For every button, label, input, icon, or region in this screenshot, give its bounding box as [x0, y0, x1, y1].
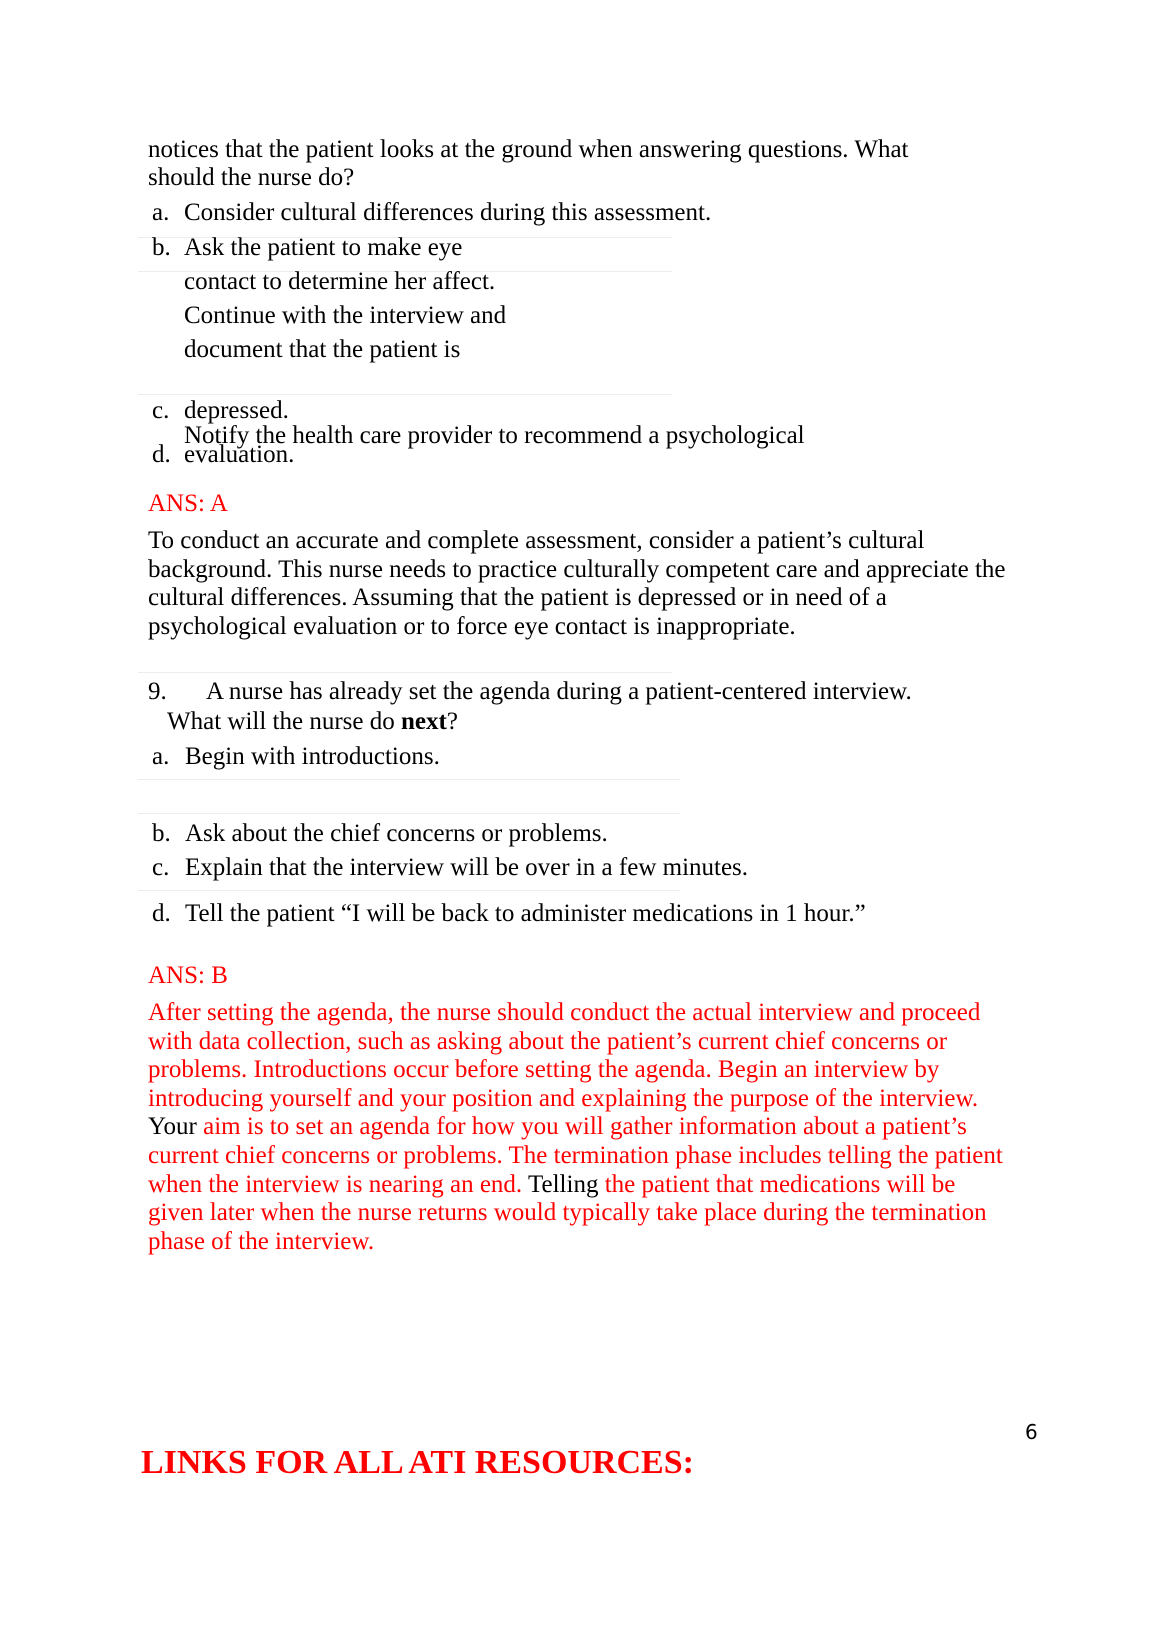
q9-number: 9. — [148, 678, 167, 705]
q9-stem-line2-text: What will the nurse do — [167, 708, 401, 735]
table-rule — [138, 813, 680, 814]
q8-option-a-letter: a. — [152, 199, 170, 226]
q8-answer: ANS: A — [148, 490, 228, 517]
table-rule — [138, 394, 672, 395]
q9-option-b-letter: b. — [152, 820, 171, 847]
q8-option-a-text: Consider cultural differences during this assessment. — [184, 199, 712, 226]
q9-option-a-text: Begin with introductions. — [185, 743, 440, 770]
q8-option-b-line3: Continue with the interview and — [184, 302, 507, 329]
q8-stem-line1: notices that the patient looks at the ground when answering questions. What — [148, 136, 909, 163]
q9-stem-line2 — [167, 708, 458, 736]
q9-rationale-word-telling: Telling — [527, 1170, 599, 1198]
q9-rationale — [148, 999, 1008, 1256]
q9-rationale-part3: aim is to set an agenda for how you will gather information about a patient’s current chief concerns or problems. The termination phase includes telling the patient when the interview is nearing an end. — [148, 1113, 1003, 1198]
q8-option-d-line1: Notify the health care provider to recommend a psychological — [184, 422, 805, 449]
q8-rationale: To conduct an accurate and complete assessment, consider a patient’s cultural background. This nurse needs to practice culturally competent care and appreciate the cultural differences. Assuming that the patient is depressed or in need of a psychological evaluation or to force eye contact is inappropriate. — [148, 527, 1006, 640]
q8-option-b-line4: document that the patient is — [184, 336, 461, 363]
table-rule — [138, 779, 680, 780]
q9-option-c-letter: c. — [152, 854, 170, 881]
q9-option-c-text: Explain that the interview will be over in a few minutes. — [185, 854, 749, 881]
q9-rationale-part5: the patient that medications will be given later when the nurse returns would typically take place during the termination phase of the interview. — [148, 1170, 987, 1255]
q9-stem-line1 — [148, 678, 912, 706]
q9-option-b-text: Ask about the chief concerns or problems. — [185, 820, 608, 847]
q9-option-a-letter: a. — [152, 743, 170, 770]
table-rule — [138, 672, 672, 673]
q9-rationale-part1: After setting the agenda, the nurse should conduct the actual interview and proceed with data collection, such as asking about the patient’s current chief concerns or problems. Introductions occur before setting the agenda. Begin an interview by introducing yourself and your position and explaining the purpose of the interview. — [148, 999, 981, 1112]
links-heading: LINKS FOR ALL ATI RESOURCES: — [141, 1444, 694, 1481]
q8-stem-line2: should the nurse do? — [148, 164, 355, 191]
q9-answer: ANS: B — [148, 962, 228, 989]
q8-option-c-text: depressed. — [184, 397, 289, 424]
q8-option-b-line2: contact to determine her affect. — [184, 268, 496, 295]
q9-stem-text: A nurse has already set the agenda during a patient-centered interview. — [206, 678, 912, 705]
q9-option-d-letter: d. — [152, 900, 171, 927]
q8-option-b-letter: b. — [152, 234, 171, 261]
q9-stem-punct: ? — [446, 708, 458, 735]
q8-option-d-letter: d. — [152, 441, 171, 468]
page-number: 6 — [1025, 1420, 1038, 1444]
q9-stem-emphasis: next — [400, 708, 447, 735]
q8-option-d-line2: evaluation. — [184, 441, 295, 468]
q8-option-b-line1: Ask the patient to make eye — [184, 234, 463, 261]
q9-option-d-text: Tell the patient “I will be back to administer medications in 1 hour.” — [185, 900, 866, 927]
table-rule — [138, 890, 680, 891]
q9-rationale-word-your: Your — [148, 1113, 197, 1141]
q8-option-c-letter: c. — [152, 397, 170, 424]
